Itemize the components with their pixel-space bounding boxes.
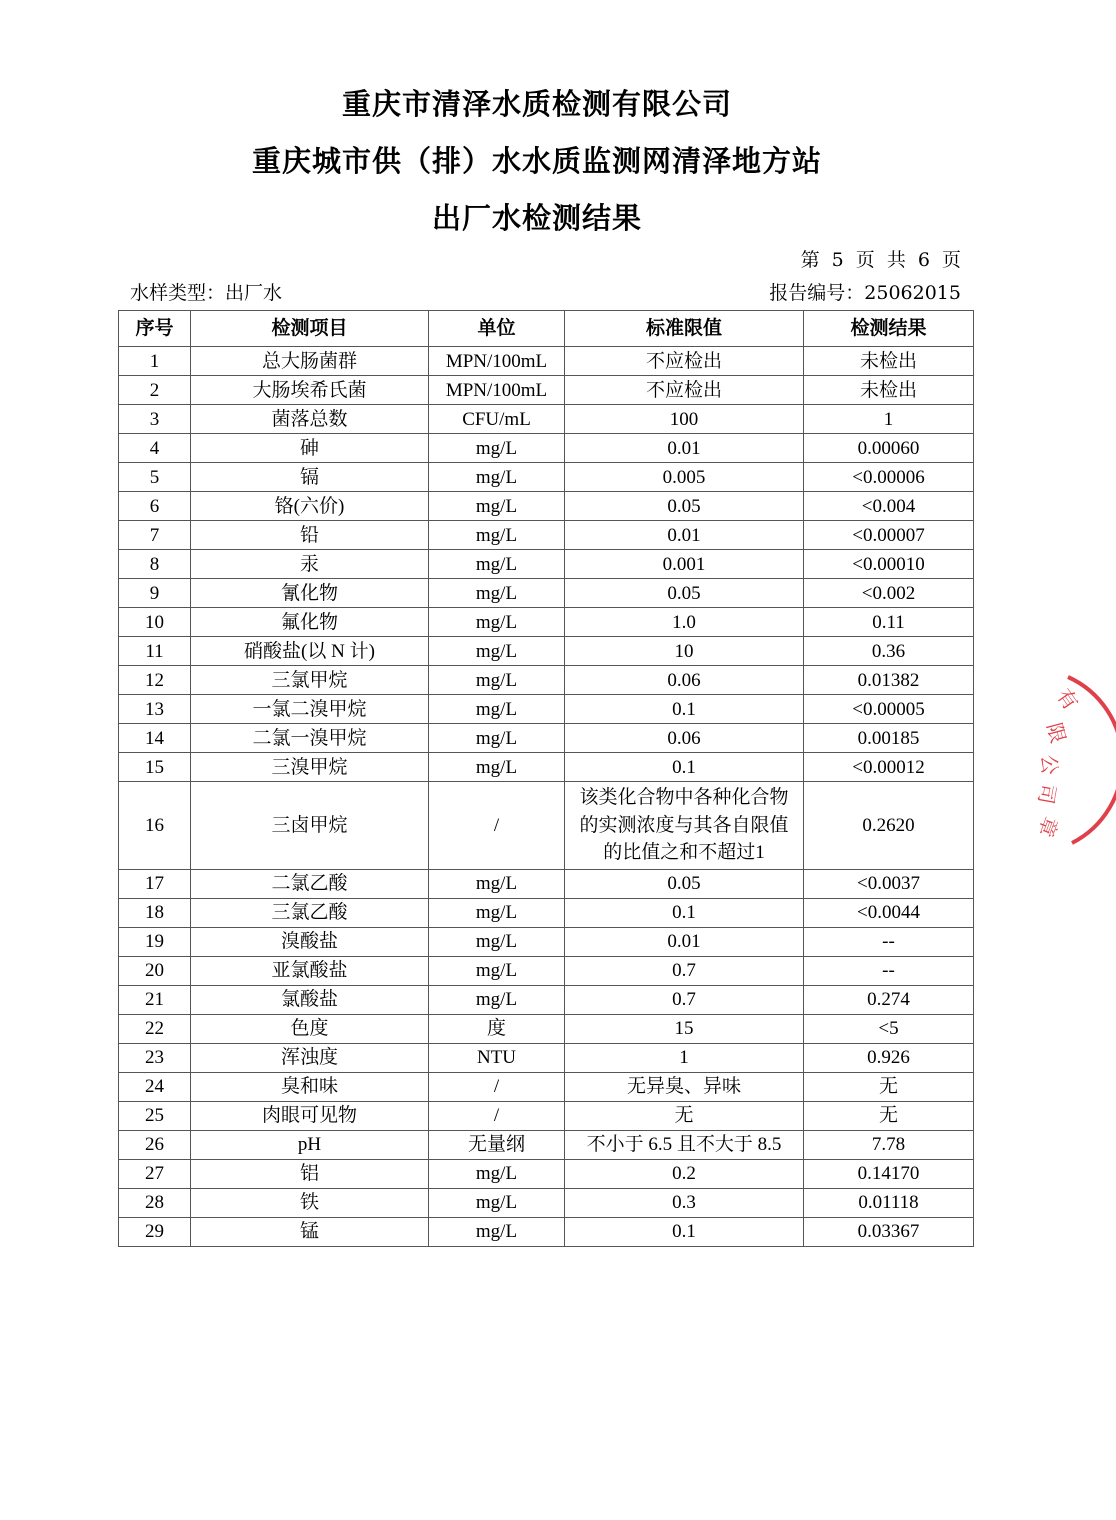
- result-cell: 0.01118: [804, 1188, 974, 1217]
- test-item-cell: pH: [191, 1130, 429, 1159]
- table-row: [119, 869, 974, 898]
- test-item-cell: 铁: [191, 1188, 429, 1217]
- row-number-cell: 20: [119, 956, 191, 985]
- result-cell: 无: [804, 1072, 974, 1101]
- row-number-cell: 3: [119, 405, 191, 434]
- table-row: [119, 956, 974, 985]
- result-cell: --: [804, 956, 974, 985]
- company-title: 重庆市清泽水质检测有限公司: [341, 87, 732, 121]
- table-row: [119, 550, 974, 579]
- svg-text:章: 章: [1033, 813, 1063, 841]
- table-row: [119, 376, 974, 405]
- row-number-cell: 19: [119, 927, 191, 956]
- unit-cell: MPN/100mL: [429, 347, 565, 376]
- limit-cell: 0.1: [565, 695, 804, 724]
- test-item-cell: 氰化物: [191, 579, 429, 608]
- unit-cell: mg/L: [429, 521, 565, 550]
- table-row: [119, 898, 974, 927]
- limit-cell: 1: [565, 1043, 804, 1072]
- row-number-cell: 6: [119, 492, 191, 521]
- result-cell: 未检出: [804, 347, 974, 376]
- table-row: [119, 1014, 974, 1043]
- unit-cell: 无量纲: [429, 1130, 565, 1159]
- limit-cell: 不小于 6.5 且不大于 8.5: [565, 1130, 804, 1159]
- test-item-cell: 氟化物: [191, 608, 429, 637]
- test-item-cell: 汞: [191, 550, 429, 579]
- test-item-cell: 铝: [191, 1159, 429, 1188]
- column-header-result: 检测结果: [804, 311, 974, 347]
- limit-cell: 1.0: [565, 608, 804, 637]
- table-row: [119, 1043, 974, 1072]
- unit-cell: /: [429, 1101, 565, 1130]
- test-item-cell: 菌落总数: [191, 405, 429, 434]
- limit-cell: 0.2: [565, 1159, 804, 1188]
- result-cell: 0.00060: [804, 434, 974, 463]
- unit-cell: mg/L: [429, 956, 565, 985]
- row-number-cell: 25: [119, 1101, 191, 1130]
- test-item-cell: 铅: [191, 521, 429, 550]
- unit-cell: mg/L: [429, 985, 565, 1014]
- test-item-cell: 砷: [191, 434, 429, 463]
- unit-cell: mg/L: [429, 1217, 565, 1246]
- limit-cell: 0.06: [565, 724, 804, 753]
- unit-cell: mg/L: [429, 463, 565, 492]
- result-cell: <0.0044: [804, 898, 974, 927]
- row-number-cell: 21: [119, 985, 191, 1014]
- result-cell: 0.2620: [804, 782, 974, 870]
- table-row: [119, 521, 974, 550]
- test-item-cell: 总大肠菌群: [191, 347, 429, 376]
- result-cell: <0.00007: [804, 521, 974, 550]
- result-cell: <0.0037: [804, 869, 974, 898]
- row-number-cell: 15: [119, 753, 191, 782]
- unit-cell: mg/L: [429, 869, 565, 898]
- limit-cell: 0.05: [565, 492, 804, 521]
- limit-cell: 0.06: [565, 666, 804, 695]
- test-item-cell: 镉: [191, 463, 429, 492]
- result-cell: 7.78: [804, 1130, 974, 1159]
- unit-cell: mg/L: [429, 1188, 565, 1217]
- row-number-cell: 7: [119, 521, 191, 550]
- limit-cell: 0.001: [565, 550, 804, 579]
- row-number-cell: 23: [119, 1043, 191, 1072]
- unit-cell: mg/L: [429, 637, 565, 666]
- row-number-cell: 29: [119, 1217, 191, 1246]
- test-item-cell: 色度: [191, 1014, 429, 1043]
- unit-cell: mg/L: [429, 695, 565, 724]
- limit-cell: 0.01: [565, 521, 804, 550]
- test-item-cell: 二氯乙酸: [191, 869, 429, 898]
- limit-cell: 0.05: [565, 869, 804, 898]
- svg-text:司: 司: [1033, 782, 1061, 806]
- limit-cell: 该类化合物中各种化合物的实测浓度与其各自限值的比值之和不超过1: [565, 782, 804, 870]
- column-header-no: 序号: [119, 311, 191, 347]
- table-row: [119, 492, 974, 521]
- unit-cell: mg/L: [429, 608, 565, 637]
- table-row: [119, 1159, 974, 1188]
- table-body: [119, 347, 974, 1247]
- test-item-cell: 三卤甲烷: [191, 782, 429, 870]
- test-item-cell: 锰: [191, 1217, 429, 1246]
- test-item-cell: 氯酸盐: [191, 985, 429, 1014]
- column-header-limit: 标准限值: [565, 311, 804, 347]
- test-item-cell: 一氯二溴甲烷: [191, 695, 429, 724]
- report-number: 报告编号：25062015: [769, 282, 961, 304]
- result-cell: 0.14170: [804, 1159, 974, 1188]
- result-cell: 0.11: [804, 608, 974, 637]
- column-header-item: 检测项目: [191, 311, 429, 347]
- unit-cell: mg/L: [429, 898, 565, 927]
- limit-cell: 不应检出: [565, 376, 804, 405]
- row-number-cell: 28: [119, 1188, 191, 1217]
- limit-cell: 0.7: [565, 956, 804, 985]
- limit-cell: 0.3: [565, 1188, 804, 1217]
- result-cell: 0.926: [804, 1043, 974, 1072]
- test-item-cell: 二氯一溴甲烷: [191, 724, 429, 753]
- result-cell: 0.00185: [804, 724, 974, 753]
- limit-cell: 0.7: [565, 985, 804, 1014]
- unit-cell: mg/L: [429, 550, 565, 579]
- table-row: [119, 579, 974, 608]
- limit-cell: 无: [565, 1101, 804, 1130]
- table-row: [119, 782, 974, 870]
- result-cell: 0.03367: [804, 1217, 974, 1246]
- table-row: [119, 695, 974, 724]
- test-item-cell: 大肠埃希氏菌: [191, 376, 429, 405]
- row-number-cell: 12: [119, 666, 191, 695]
- table-row: [119, 753, 974, 782]
- test-item-cell: 硝酸盐(以 N 计): [191, 637, 429, 666]
- table-row: [119, 1188, 974, 1217]
- column-header-unit: 单位: [429, 311, 565, 347]
- unit-cell: MPN/100mL: [429, 376, 565, 405]
- table-row: [119, 1101, 974, 1130]
- table-row: [119, 1217, 974, 1246]
- result-cell: 1: [804, 405, 974, 434]
- limit-cell: 0.1: [565, 753, 804, 782]
- row-number-cell: 2: [119, 376, 191, 405]
- result-cell: 0.36: [804, 637, 974, 666]
- row-number-cell: 9: [119, 579, 191, 608]
- station-title: 重庆城市供（排）水水质监测网清泽地方站: [251, 144, 822, 178]
- test-item-cell: 铬(六价): [191, 492, 429, 521]
- table-row: [119, 666, 974, 695]
- row-number-cell: 24: [119, 1072, 191, 1101]
- result-cell: 0.274: [804, 985, 974, 1014]
- limit-cell: 15: [565, 1014, 804, 1043]
- table-row: [119, 608, 974, 637]
- limit-cell: 0.05: [565, 579, 804, 608]
- result-cell: <0.00012: [804, 753, 974, 782]
- result-cell: <0.00005: [804, 695, 974, 724]
- row-number-cell: 17: [119, 869, 191, 898]
- unit-cell: mg/L: [429, 666, 565, 695]
- test-item-cell: 三溴甲烷: [191, 753, 429, 782]
- unit-cell: mg/L: [429, 579, 565, 608]
- result-cell: <0.002: [804, 579, 974, 608]
- table-row: [119, 1130, 974, 1159]
- limit-cell: 0.01: [565, 927, 804, 956]
- row-number-cell: 18: [119, 898, 191, 927]
- table-row: [119, 985, 974, 1014]
- table-row: [119, 405, 974, 434]
- row-number-cell: 22: [119, 1014, 191, 1043]
- test-item-cell: 臭和味: [191, 1072, 429, 1101]
- table-row: [119, 463, 974, 492]
- unit-cell: /: [429, 782, 565, 870]
- unit-cell: mg/L: [429, 1159, 565, 1188]
- limit-cell: 0.1: [565, 1217, 804, 1246]
- company-seal: [1016, 665, 1116, 855]
- unit-cell: mg/L: [429, 492, 565, 521]
- row-number-cell: 16: [119, 782, 191, 870]
- row-number-cell: 11: [119, 637, 191, 666]
- svg-text:限: 限: [1042, 720, 1071, 746]
- unit-cell: NTU: [429, 1043, 565, 1072]
- test-item-cell: 亚氯酸盐: [191, 956, 429, 985]
- unit-cell: 度: [429, 1014, 565, 1043]
- test-item-cell: 浑浊度: [191, 1043, 429, 1072]
- table-row: [119, 637, 974, 666]
- test-item-cell: 三氯甲烷: [191, 666, 429, 695]
- limit-cell: 无异臭、异味: [565, 1072, 804, 1101]
- table-row: [119, 434, 974, 463]
- limit-cell: 0.005: [565, 463, 804, 492]
- limit-cell: 不应检出: [565, 347, 804, 376]
- result-cell: <0.00006: [804, 463, 974, 492]
- table-row: [119, 1072, 974, 1101]
- unit-cell: CFU/mL: [429, 405, 565, 434]
- test-item-cell: 溴酸盐: [191, 927, 429, 956]
- row-number-cell: 4: [119, 434, 191, 463]
- row-number-cell: 1: [119, 347, 191, 376]
- limit-cell: 10: [565, 637, 804, 666]
- table-row: [119, 347, 974, 376]
- results-table: [118, 310, 974, 1247]
- unit-cell: /: [429, 1072, 565, 1101]
- unit-cell: mg/L: [429, 753, 565, 782]
- sample-type: 水样类型：出厂水: [130, 282, 283, 304]
- result-cell: 0.01382: [804, 666, 974, 695]
- test-item-cell: 肉眼可见物: [191, 1101, 429, 1130]
- row-number-cell: 5: [119, 463, 191, 492]
- row-number-cell: 14: [119, 724, 191, 753]
- table-row: [119, 724, 974, 753]
- test-item-cell: 三氯乙酸: [191, 898, 429, 927]
- page-number: 第 5 页 共 6 页: [800, 249, 961, 271]
- unit-cell: mg/L: [429, 927, 565, 956]
- result-cell: 无: [804, 1101, 974, 1130]
- row-number-cell: 26: [119, 1130, 191, 1159]
- limit-cell: 0.01: [565, 434, 804, 463]
- table-row: [119, 927, 974, 956]
- limit-cell: 0.1: [565, 898, 804, 927]
- row-number-cell: 10: [119, 608, 191, 637]
- svg-text:有: 有: [1051, 684, 1084, 715]
- limit-cell: 100: [565, 405, 804, 434]
- result-cell: <5: [804, 1014, 974, 1043]
- row-number-cell: 27: [119, 1159, 191, 1188]
- unit-cell: mg/L: [429, 434, 565, 463]
- row-number-cell: 13: [119, 695, 191, 724]
- result-cell: 未检出: [804, 376, 974, 405]
- result-cell: --: [804, 927, 974, 956]
- result-cell: <0.004: [804, 492, 974, 521]
- table-header-row: [119, 311, 974, 347]
- result-cell: <0.00010: [804, 550, 974, 579]
- unit-cell: mg/L: [429, 724, 565, 753]
- report-title: 出厂水检测结果: [431, 201, 642, 235]
- row-number-cell: 8: [119, 550, 191, 579]
- svg-text:公: 公: [1037, 754, 1062, 776]
